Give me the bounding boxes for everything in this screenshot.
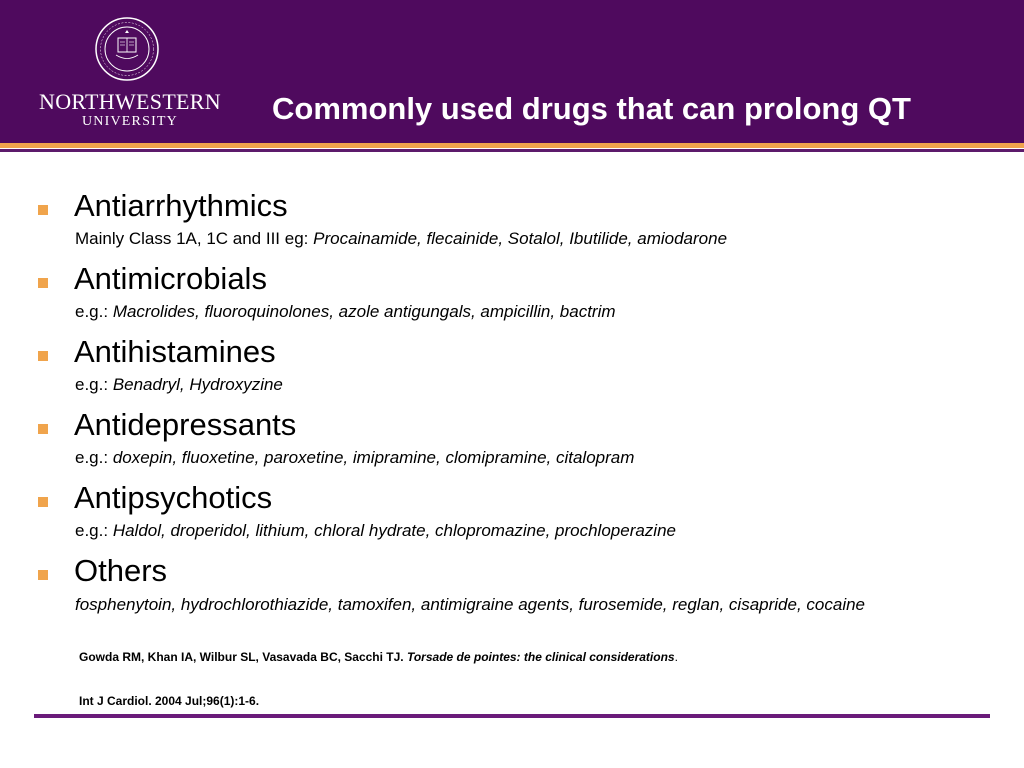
drug-class-heading: Antipsychotics [74,480,273,515]
bullet-icon [38,424,48,434]
page-title: Commonly used drugs that can prolong QT [272,91,911,126]
drug-class-examples: e.g.: Macrolides, fluoroquinolones, azole antigungals, ampicillin, bactrim [75,302,616,321]
university-seal-icon [94,16,160,82]
drug-class-heading: Antidepressants [74,407,297,442]
bullet-icon [38,497,48,507]
bullet-icon [38,351,48,361]
drug-class-examples: e.g.: Benadryl, Hydroxyzine [75,375,283,394]
drug-class-heading: Antimicrobials [74,261,267,296]
drug-class-examples: Mainly Class 1A, 1C and III eg: Procainamide, flecainide, Sotalol, Ibutilide, amiodarone [75,229,728,248]
drug-class-examples: e.g.: Haldol, droperidol, lithium, chloral hydrate, chlopromazine, prochloperazine [75,521,676,540]
logo-wordmark: NORTHWESTERN [39,89,221,114]
drug-class-heading: Others [74,553,168,588]
citation-journal: Int J Cardiol. 2004 Jul;96(1):1-6. [79,694,260,708]
header-band [0,0,1024,143]
header-accent-rule [0,143,1024,148]
citation-authors: Gowda RM, Khan IA, Wilbur SL, Vasavada BC, Sacchi TJ. Torsade de pointes: the clinical considerations. [79,650,678,664]
bullet-icon [38,278,48,288]
drug-class-heading: Antihistamines [74,334,276,369]
logo-subtitle: UNIVERSITY [82,114,178,129]
drug-class-heading: Antiarrhythmics [74,188,288,223]
footer-divider [34,714,990,718]
header-divider [0,149,1024,152]
bullet-icon [38,205,48,215]
drug-class-examples: fosphenytoin, hydrochlorothiazide, tamoxifen, antimigraine agents, furosemide, reglan, cisapride, cocaine [75,595,866,614]
bullet-icon [38,570,48,580]
drug-class-examples: e.g.: doxepin, fluoxetine, paroxetine, imipramine, clomipramine, citalopram [75,448,635,467]
